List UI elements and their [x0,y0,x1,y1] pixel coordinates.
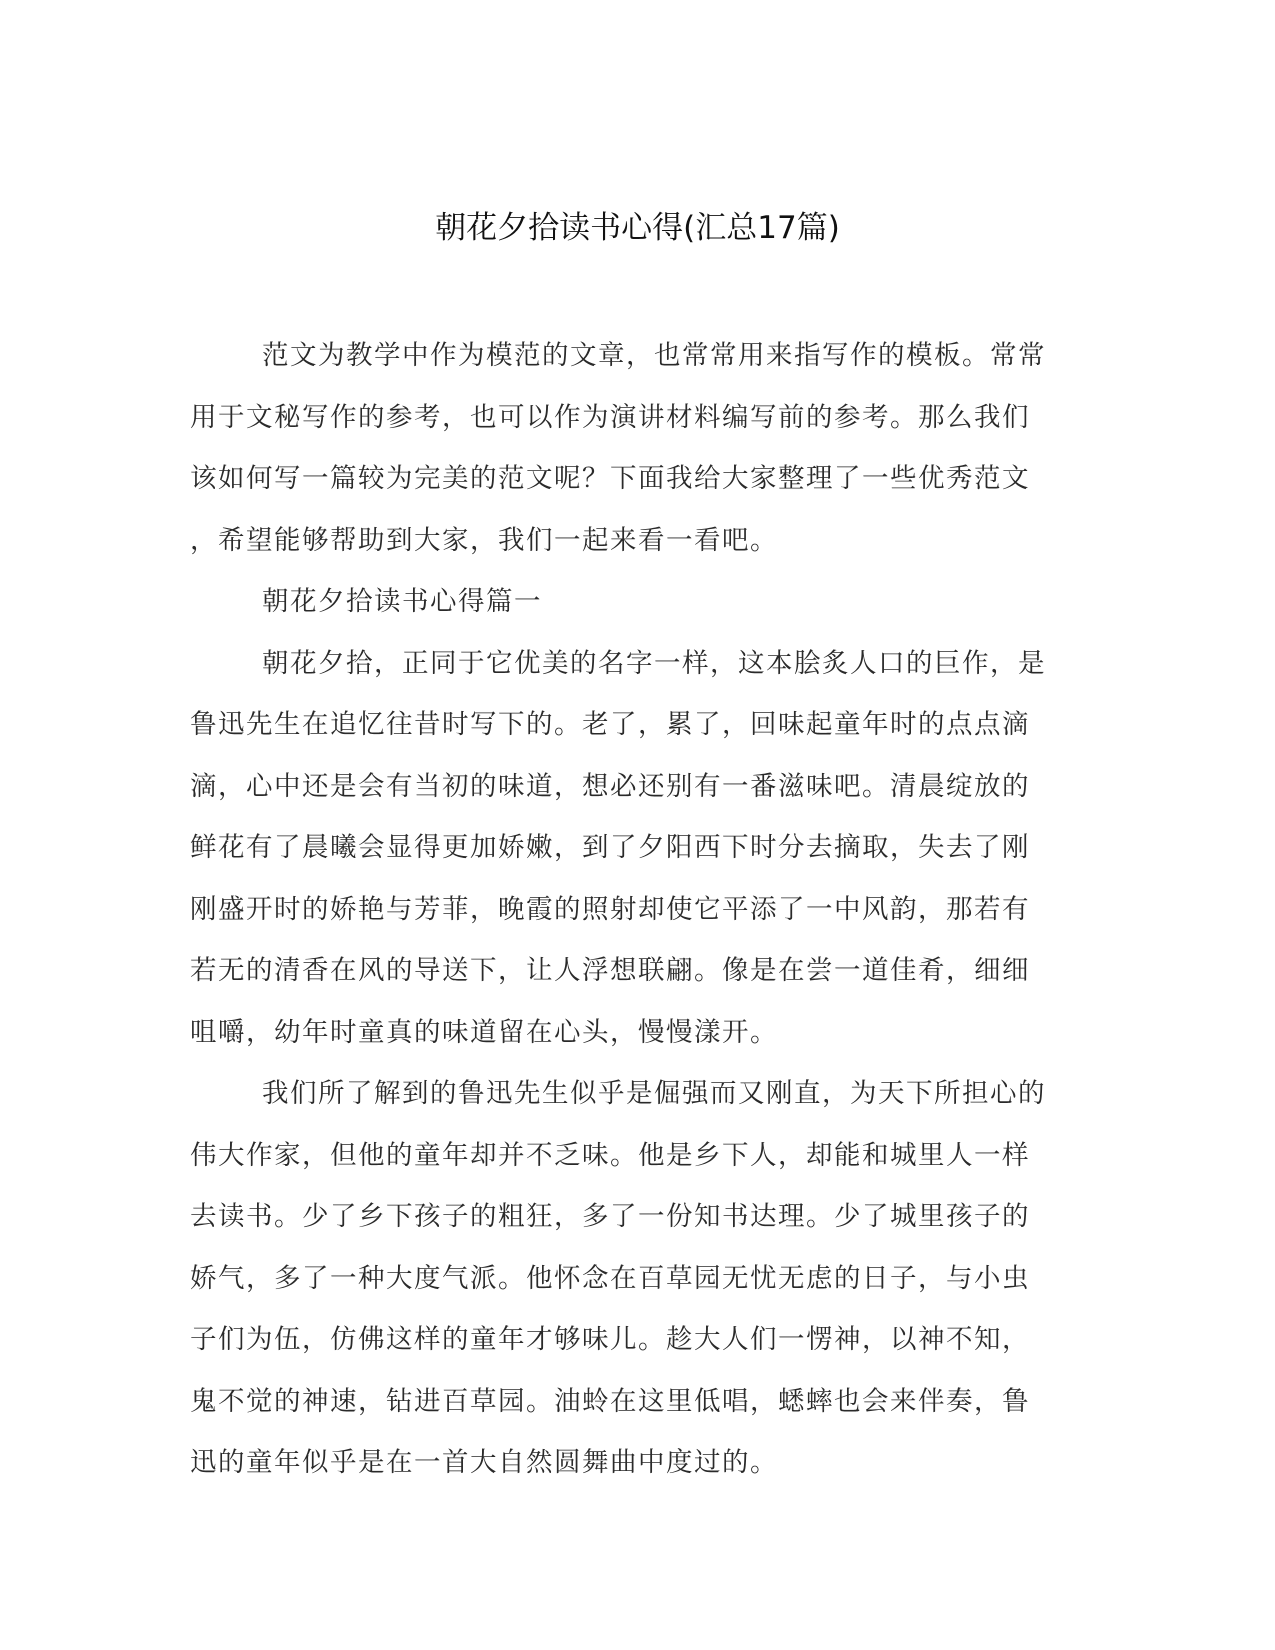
paragraph-line: 子们为伍，仿佛这样的童年才够味儿。趁大人们一愣神，以神不知， [190,1324,1030,1355]
paragraph-line: 朝花夕拾，正同于它优美的名字一样，这本脍炙人口的巨作，是 [262,647,1046,679]
paragraph-line: 迅的童年似乎是在一首大自然圆舞曲中度过的。 [190,1447,778,1478]
section-heading-text: 朝花夕拾读书心得篇一 [262,586,542,617]
paragraph-line: 滴，心中还是会有当初的味道，想必还别有一番滋味吧。清晨绽放的 [190,770,1030,802]
paragraph-line: 咀嚼，幼年时童真的味道留在心头，慢慢漾开。 [190,1016,778,1048]
paragraph-line: 去读书。少了乡下孩子的粗狂，多了一份知书达理。少了城里孩子的 [190,1201,1030,1232]
paragraph-line: 若无的清香在风的导送下，让人浮想联翩。像是在尝一道佳肴，细细 [190,955,1030,986]
body-paragraph [190,1063,1070,1494]
paragraph-line: ，希望能够帮助到大家，我们一起来看一看吧。 [190,524,778,556]
paragraph-line: 我们所了解到的鲁迅先生似乎是倔强而又刚直，为天下所担心的 [262,1078,1046,1109]
paragraph-line: 娇气，多了一种大度气派。他怀念在百草园无忧无虑的日子，与小虫 [190,1262,1030,1294]
document-title: 朝花夕拾读书心得(汇总17篇) [435,210,840,246]
paragraph-line: 该如何写一篇较为完美的范文呢？下面我给大家整理了一些优秀范文 [190,463,1030,494]
body-paragraph [190,633,1070,1064]
paragraph-line: 伟大作家，但他的童年却并不乏味。他是乡下人，却能和城里人一样 [190,1139,1030,1171]
paragraph-line: 刚盛开时的娇艳与芳菲，晚霞的照射却使它平添了一中风韵，那若有 [190,893,1030,925]
paragraph-line: 鲜花有了晨曦会显得更加娇嫩，到了夕阳西下时分去摘取，失去了刚 [190,832,1030,863]
paragraph-line: 范文为教学中作为模范的文章，也常常用来指写作的模板。常常 [262,340,1046,371]
intro-paragraph [190,325,1070,571]
paragraph-line: 鲁迅先生在追忆往昔时写下的。老了，累了，回味起童年时的点点滴 [190,709,1030,740]
paragraph-line: 用于文秘写作的参考，也可以作为演讲材料编写前的参考。那么我们 [190,401,1030,433]
document-body [190,325,1070,1494]
paragraph-line: 鬼不觉的神速，钻进百草园。油蛉在这里低唱，蟋蟀也会来伴奏，鲁 [190,1385,1030,1417]
section-heading [190,571,1070,633]
